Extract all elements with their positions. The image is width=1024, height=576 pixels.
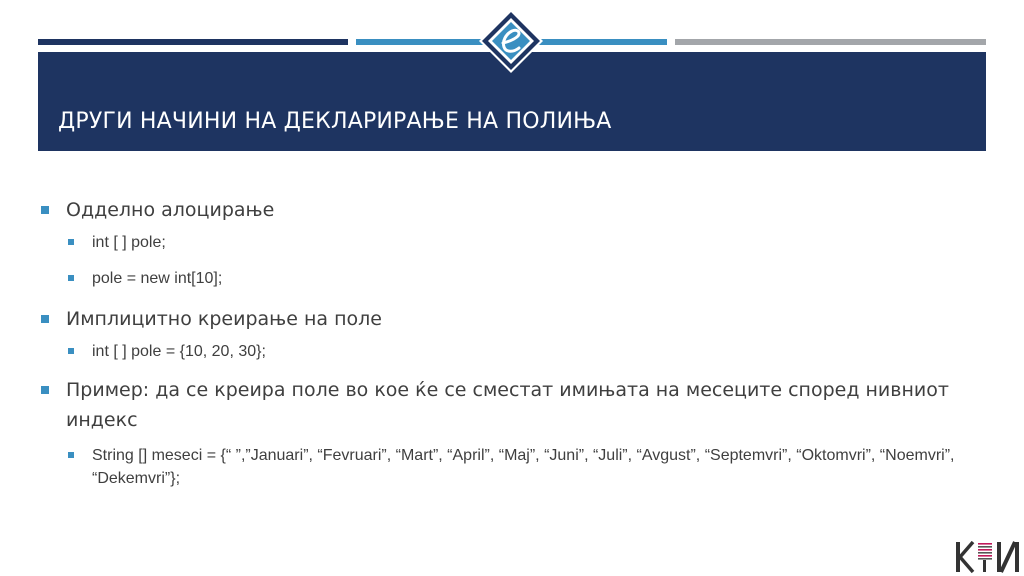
bullet-text: Пример: да се креира поле во кое ќе се сместат имињата на месеците според нивниот индекс — [66, 379, 949, 431]
kti-logo-icon — [953, 538, 1023, 574]
square-bullet-icon — [41, 315, 49, 323]
square-bullet-icon — [41, 206, 49, 214]
square-bullet-icon — [68, 348, 74, 354]
bullet-item — [40, 304, 980, 334]
bullet-text: String [] meseci = {“ ”,”Januari”, “Fevruari”, “Mart”, “April”, “Maj”, “Juni”, “Juli”, “Avgust”, “Septemvri”, “Oktomvri”, “Noemvri”, “Dekemvri”}; — [92, 447, 955, 487]
square-bullet-icon — [68, 452, 74, 458]
sub-bullet-item — [40, 267, 980, 290]
sub-bullet-item — [40, 231, 980, 254]
bullet-text: pole = new int[10]; — [92, 270, 223, 287]
slide-title: ДРУГИ НАЧИНИ НА ДЕКЛАРИРАЊЕ НА ПОЛИЊА — [58, 109, 612, 134]
sub-bullet-item — [40, 340, 980, 363]
sub-bullet-item — [40, 444, 980, 490]
square-bullet-icon — [68, 239, 74, 245]
square-bullet-icon — [41, 386, 49, 394]
bullet-list — [40, 195, 980, 490]
bullet-text: Одделно алоцирање — [66, 199, 275, 221]
e-diamond-logo-icon — [478, 8, 544, 74]
square-bullet-icon — [68, 275, 74, 281]
bullet-item — [40, 195, 980, 225]
bullet-text: int [ ] pole; — [92, 234, 166, 251]
header-stripe-navy — [38, 39, 348, 45]
bullet-text: Имплицитно креирање на поле — [66, 308, 382, 330]
header-stripe-gray — [675, 39, 986, 45]
bullet-item — [40, 375, 980, 435]
bullet-text: int [ ] pole = {10, 20, 30}; — [92, 343, 266, 360]
